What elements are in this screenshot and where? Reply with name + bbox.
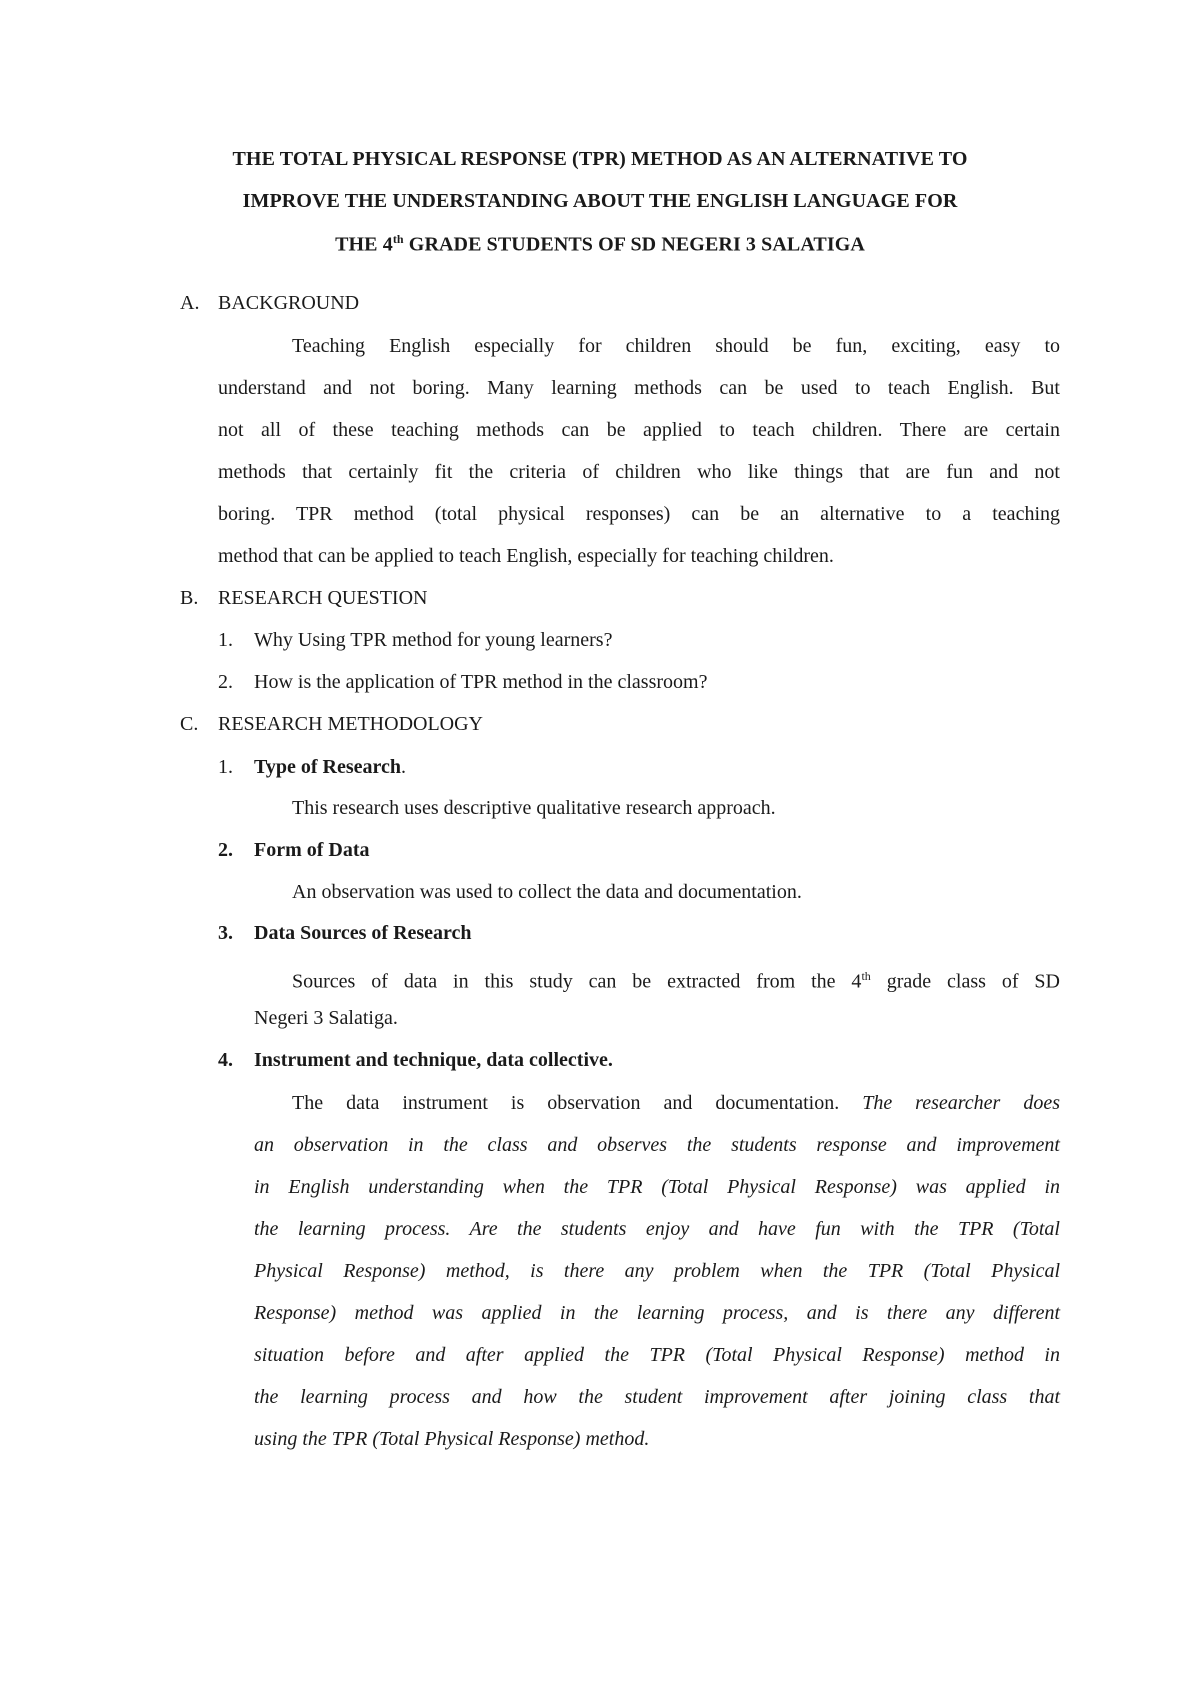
list-number: 2. xyxy=(218,671,233,693)
methodology-item-1-body: This research uses descriptive qualitative research approach. xyxy=(292,797,776,819)
item-3-body-line: Negeri 3 Salatiga. xyxy=(254,1007,398,1029)
item-4-body-line: Physical Response) method, is there any problem when the TPR (Total Physical xyxy=(254,1260,1060,1282)
section-c-letter: C. xyxy=(180,713,199,735)
research-question-item xyxy=(218,629,612,652)
list-number: 1. xyxy=(218,756,233,778)
background-line: understand and not boring. Many learning methods can be used to teach English. But xyxy=(218,377,1060,399)
methodology-item-2-body: An observation was used to collect the data and documentation. xyxy=(292,881,802,903)
item-4-body-line: an observation in the class and observes the students response and improvement xyxy=(254,1134,1060,1156)
item-4-italic-text: The researcher does xyxy=(862,1092,1060,1114)
list-text: Why Using TPR method for young learners? xyxy=(254,629,613,651)
section-c-heading xyxy=(180,713,483,736)
background-line: boring. TPR method (total physical responses) can be an alternative to a teaching xyxy=(218,503,1060,525)
item-3-body-pre: Sources of data in this study can be extracted from the 4 xyxy=(292,970,862,993)
document-title-line-2: IMPROVE THE UNDERSTANDING ABOUT THE ENGLISH LANGUAGE FOR xyxy=(242,190,958,212)
item-4-body-line: using the TPR (Total Physical Response) method. xyxy=(254,1428,650,1450)
methodology-item-1 xyxy=(218,756,406,779)
background-line: not all of these teaching methods can be applied to teach children. There are certain xyxy=(218,419,1060,441)
item-4-body-line: the learning process. Are the students enjoy and have fun with the TPR (Total xyxy=(254,1218,1060,1240)
list-text: How is the application of TPR method in the classroom? xyxy=(254,671,708,693)
item-4-normal-text: The data instrument is observation and documentation. xyxy=(292,1092,863,1114)
item-title: Instrument and technique, data collective. xyxy=(254,1049,613,1071)
background-line: Teaching English especially for children should be fun, exciting, easy to xyxy=(292,335,1060,357)
item-title-suffix: . xyxy=(401,756,407,778)
item-3-body-line xyxy=(254,955,1060,997)
title-line-3-pre: THE 4 xyxy=(335,233,393,256)
document-title-line-1: THE TOTAL PHYSICAL RESPONSE (TPR) METHOD AS AN ALTERNATIVE TO xyxy=(232,148,968,170)
methodology-item-3-body xyxy=(254,955,1060,1039)
list-number: 3. xyxy=(218,922,233,944)
item-4-body-line: situation before and after applied the TPR (Total Physical Response) method in xyxy=(254,1344,1060,1366)
background-line: methods that certainly fit the criteria of children who like things that are fun and not xyxy=(218,461,1060,483)
list-number: 1. xyxy=(218,629,233,651)
section-a-heading xyxy=(180,292,359,315)
background-paragraph xyxy=(218,325,1060,577)
title-ordinal-suffix: th xyxy=(392,232,404,246)
item-title: Form of Data xyxy=(254,839,370,861)
section-a-title: BACKGROUND xyxy=(218,292,360,314)
methodology-item-4-body xyxy=(254,1082,1060,1460)
item-4-body-line: Response) method was applied in the learning process, and is there any different xyxy=(254,1302,1060,1324)
methodology-item-3 xyxy=(218,922,472,945)
methodology-item-2 xyxy=(218,839,370,862)
methodology-item-4 xyxy=(218,1049,613,1072)
item-4-body-line: in English understanding when the TPR (Total Physical Response) was applied in xyxy=(254,1176,1060,1198)
title-line-3-post: GRADE STUDENTS OF SD NEGERI 3 SALATIGA xyxy=(403,233,865,256)
item-4-body-line: the learning process and how the student improvement after joining class that xyxy=(254,1386,1060,1408)
document-title-line-3 xyxy=(120,232,1080,257)
section-b-letter: B. xyxy=(180,587,199,609)
section-a-letter: A. xyxy=(180,292,200,314)
item-title: Type of Research xyxy=(254,756,402,778)
list-number: 2. xyxy=(218,839,233,861)
section-b-title: RESEARCH QUESTION xyxy=(218,587,428,609)
item-3-body-post: grade class of SD xyxy=(870,970,1060,993)
section-c-title: RESEARCH METHODOLOGY xyxy=(218,713,483,735)
item-title: Data Sources of Research xyxy=(254,922,472,944)
ordinal-suffix: th xyxy=(861,969,871,983)
section-b-heading xyxy=(180,587,427,610)
background-line: method that can be applied to teach English, especially for teaching children. xyxy=(218,545,834,567)
list-number: 4. xyxy=(218,1049,233,1071)
research-question-item xyxy=(218,671,707,694)
item-4-body-line xyxy=(254,1082,1060,1124)
